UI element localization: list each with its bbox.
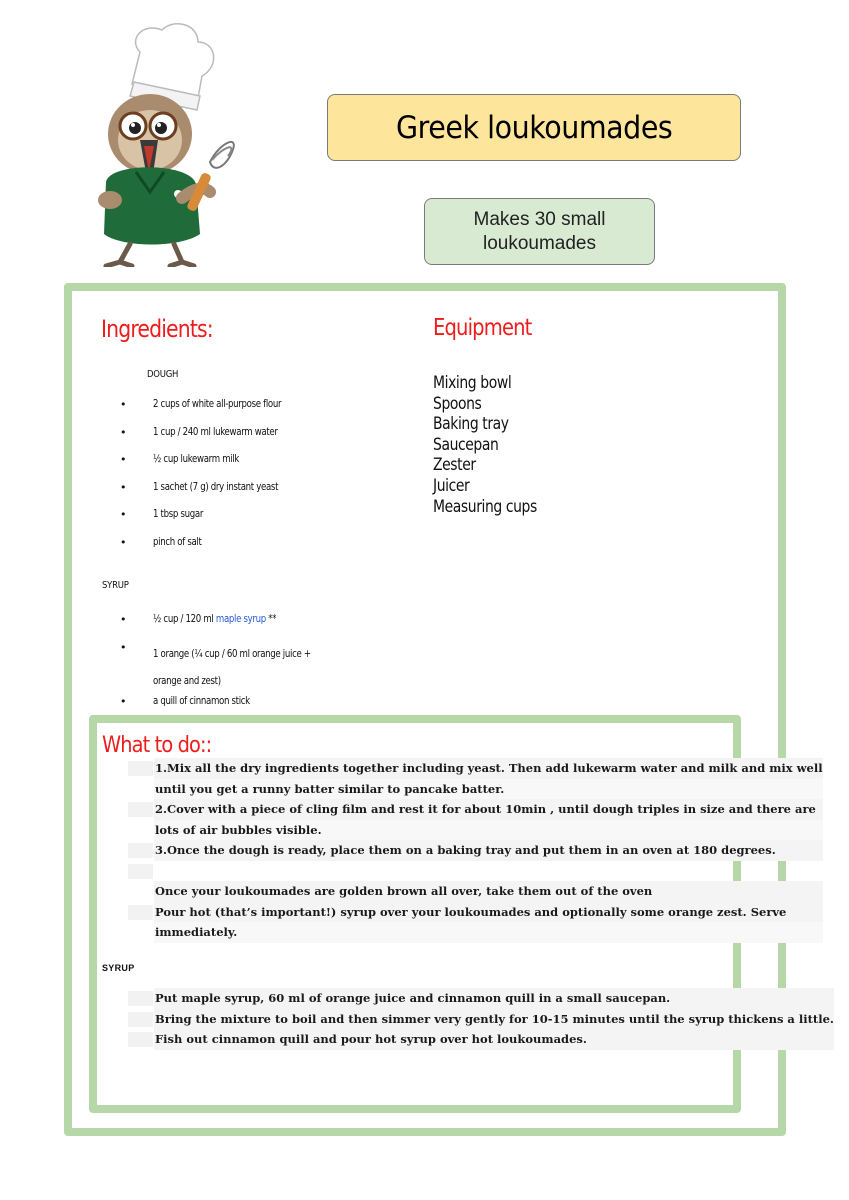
syrup-ingredient-list: [120, 613, 363, 722]
chef-bird-mascot-icon: [70, 22, 250, 267]
step-line: immediately.: [128, 922, 823, 943]
dough-ingredient-list: [120, 398, 309, 563]
list-item: • 1 tbsp sugar: [120, 508, 204, 521]
list-item: Saucepan: [433, 434, 499, 455]
syrup-method-steps: [128, 988, 834, 1050]
list-item: • 2 cups of white all-purpose flour: [120, 398, 282, 411]
step-line: 2.Cover with a piece of cling film and rest it for about 10min , until dough triples in size and there are: [128, 799, 823, 820]
step-line: 1.Mix all the dry ingredients together including yeast. Then add lukewarm water and milk and mix well: [128, 758, 823, 779]
list-item: • ½ cup lukewarm milk: [120, 453, 240, 466]
list-item: • 1 sachet (7 g) dry instant yeast: [120, 480, 279, 494]
step-line: Once your loukoumades are golden brown all over, take them out of the oven: [128, 881, 823, 902]
list-item: • 1 orange (¼ cup / 60 ml orange juice + orange and zest): [120, 640, 311, 687]
step-line: [128, 861, 823, 882]
list-item: • a quill of cinnamon stick: [120, 694, 250, 708]
step-line: Put maple syrup, 60 ml of orange juice and cinnamon quill in a small saucepan.: [128, 988, 834, 1009]
recipe-title: Greek loukoumades: [395, 109, 673, 146]
step-line: Fish out cinnamon quill and pour hot syrup over hot loukoumades.: [128, 1029, 834, 1050]
list-item: Spoons: [433, 393, 482, 414]
list-item: Mixing bowl: [433, 373, 512, 393]
list-item: Baking tray: [433, 414, 509, 435]
step-line: until you get a runny batter similar to pancake batter.: [128, 779, 823, 800]
equipment-heading: Equipment: [433, 315, 532, 341]
equipment-list: [433, 373, 560, 517]
step-line: Pour hot (that’s important!) syrup over your loukoumades and optionally some orange zest. Serve: [128, 902, 823, 923]
ingredients-heading: Ingredients:: [101, 315, 213, 343]
list-item: • 1 cup / 240 ml lukewarm water: [120, 425, 278, 439]
dough-label: DOUGH: [147, 369, 179, 380]
maple-syrup-link[interactable]: maple syrup: [215, 613, 266, 625]
syrup-method-label: SYRUP: [102, 963, 135, 973]
serves-text: Makes 30 small loukoumades: [473, 208, 606, 254]
step-line: Bring the mixture to boil and then simmer very gently for 10-15 minutes until the syrup thickens a little.: [128, 1009, 834, 1030]
list-item: Measuring cups: [433, 496, 537, 517]
step-line: lots of air bubbles visible.: [128, 820, 823, 841]
list-item: • ½ cup / 120 ml maple syrup **: [120, 613, 277, 626]
list-item: • pinch of salt: [120, 535, 202, 549]
recipe-title-box: [327, 94, 741, 161]
list-item: Zester: [433, 455, 476, 476]
method-heading: What to do::: [102, 733, 212, 758]
list-item: Juicer: [433, 475, 470, 496]
step-line: 3.Once the dough is ready, place them on a baking tray and put them in an oven at 180 degrees.: [128, 840, 823, 861]
serves-box: [424, 198, 655, 265]
syrup-ingredients-label: SYRUP: [102, 580, 129, 591]
method-steps: [128, 758, 823, 943]
